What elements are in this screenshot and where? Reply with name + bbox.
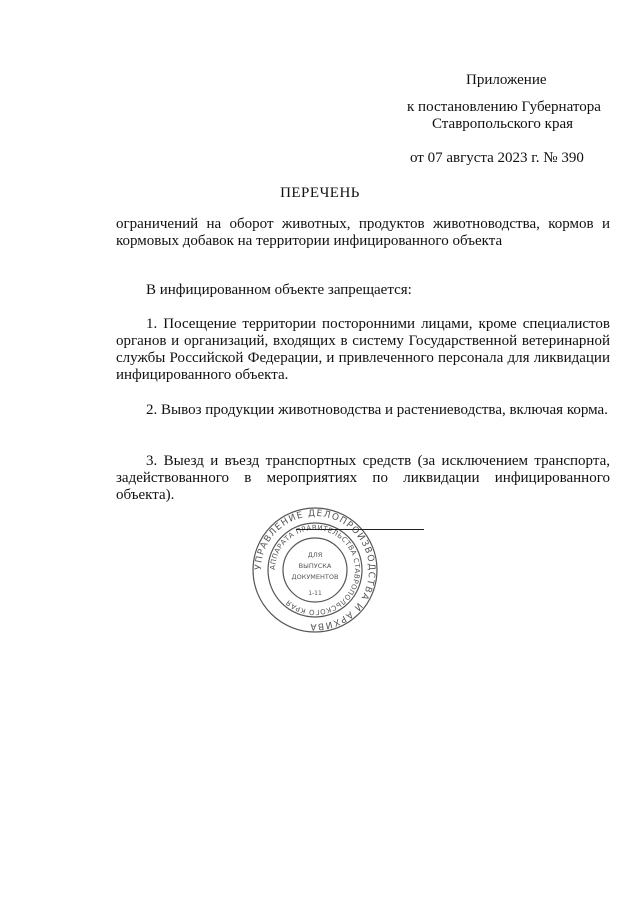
signature-line <box>296 529 424 530</box>
list-item <box>116 316 610 384</box>
stamp-center-line1: ДЛЯ <box>307 551 323 559</box>
stamp-number: 1-11 <box>308 590 322 597</box>
list-item-text: 1. Посещение территории посторонними лицами, кроме специалистов органов и организаций, входящих в систему Государственной ветеринарной службы Российской Федерации, и привлеченного персонала для ликвидации инфицированного объекта. <box>116 316 610 383</box>
list-item <box>116 453 610 504</box>
stamp-inner-text: АППАРАТА ПРАВИТЕЛЬСТВА СТАВРОПОЛЬСКОГО КРАЯ <box>268 523 362 617</box>
stamp-center-line2: ВЫПУСКА <box>298 562 332 570</box>
stamp-outer-text: УПРАВЛЕНИЕ ДЕЛОПРОИЗВОДСТВА И АРХИВА <box>253 508 377 632</box>
region-name: Ставропольского края <box>432 116 573 132</box>
list-item <box>116 402 610 419</box>
resolution-reference: к постановлению Губернатора <box>407 99 601 115</box>
document-subtitle <box>116 216 610 250</box>
stamp-center-line3: ДОКУМЕНТОВ <box>291 573 339 581</box>
resolution-date-number: от 07 августа 2023 г. № 390 <box>410 150 584 166</box>
official-stamp <box>250 505 380 635</box>
list-item-text: 2. Вывоз продукции животноводства и растениеводства, включая корма. <box>146 402 608 418</box>
appendix-label: Приложение <box>466 72 547 88</box>
intro-text: В инфицированном объекте запрещается: <box>146 282 412 298</box>
intro-paragraph <box>116 282 610 299</box>
list-item-text: 3. Выезд и въезд транспортных средств (за исключением транспорта, задействованного в мероприятиях по ликвидации инфицированного объекта). <box>116 453 610 503</box>
subtitle-text: ограничений на оборот животных, продуктов животноводства, кормов и кормовых добавок на территории инфицированного объекта <box>116 216 610 249</box>
document-title: ПЕРЕЧЕНЬ <box>280 185 360 201</box>
